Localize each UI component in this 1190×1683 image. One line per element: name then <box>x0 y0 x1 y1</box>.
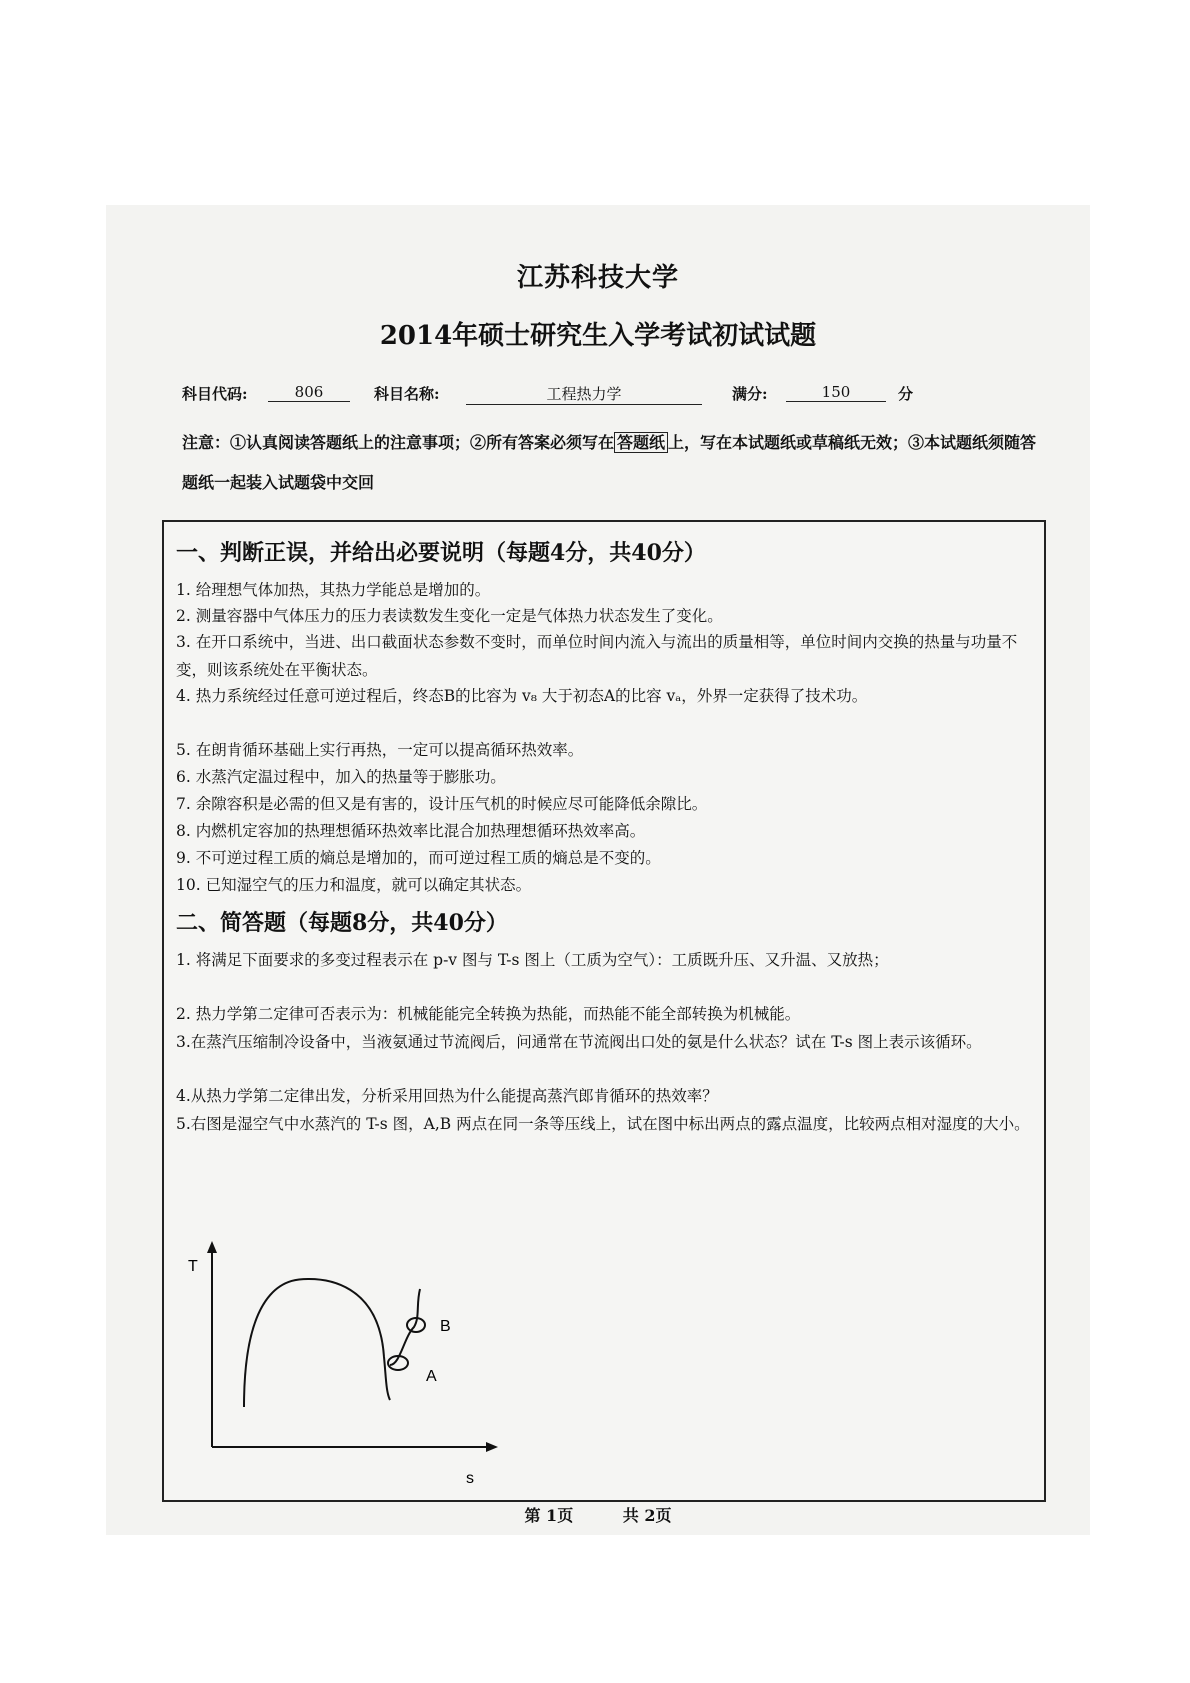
s1-question-9: 9. 不可逆过程工质的熵总是增加的，而可逆过程工质的熵总是不变的。 <box>176 849 661 867</box>
notice-boxed-answer-sheet: 答题纸 <box>614 432 668 453</box>
point-a-label: A <box>426 1368 437 1385</box>
s2-question-4: 4.从热力学第二定律出发，分析采用回热为什么能提高蒸汽郎肯循环的热效率？ <box>176 1087 718 1105</box>
s1-question-2: 2. 测量容器中气体压力的压力表读数发生变化一定是气体热力状态发生了变化。 <box>176 607 723 625</box>
s2-question-3: 3.在蒸汽压缩制冷设备中，当液氨通过节流阀后，问通常在节流阀出口处的氨是什么状态？试在 T-s 图上表示该循环。 <box>176 1033 982 1051</box>
s1-question-5: 5. 在朗肯循环基础上实行再热，一定可以提高循环热效率。 <box>176 741 584 759</box>
full-score-label: 满分: <box>732 385 768 403</box>
s1-question-4: 4. 热力系统经过任意可逆过程后，终态B的比容为 v₈ 大于初态A的比容 vₐ，外界一定获得了技术功。 <box>176 687 868 705</box>
s2-question-1: 1. 将满足下面要求的多变过程表示在 p-v 图与 T-s 图上（工质为空气）：工质既升压、又升温、又放热； <box>176 951 889 969</box>
s1-question-8: 8. 内燃机定容加的热理想循环热效率比混合加热理想循环热效率高。 <box>176 822 646 840</box>
subject-code-label: 科目代码: <box>182 385 248 403</box>
question-box <box>162 520 1046 1502</box>
s1-question-1: 1. 给理想气体加热，其热力学能总是增加的。 <box>176 581 491 599</box>
notice-part1: 注意：①认真阅读答题纸上的注意事项；②所有答案必须写在 <box>182 433 615 452</box>
section1-title: 一、判断正误，并给出必要说明（每题4分，共40分） <box>176 540 706 566</box>
s2-question-5: 5.右图是湿空气中水蒸汽的 T-s 图，A,B 两点在同一条等压线上，试在图中标出两点的露点温度，比较两点相对湿度的大小。 <box>176 1115 1030 1133</box>
s-axis-arrow-icon <box>486 1442 498 1452</box>
full-score-field <box>786 383 886 402</box>
saturation-dome-curve <box>244 1279 390 1407</box>
s1-question-10: 10. 已知湿空气的压力和温度，就可以确定其状态。 <box>176 876 532 894</box>
exam-title: 2014年硕士研究生入学考试初试试题 <box>379 321 817 351</box>
section2-title: 二、简答题（每题8分，共40分） <box>176 910 508 936</box>
exam-page-scan <box>106 205 1090 1535</box>
ts-diagram <box>174 1237 534 1487</box>
s1-question-6: 6. 水蒸汽定温过程中，加入的热量等于膨胀功。 <box>176 768 506 786</box>
point-b-label: B <box>440 1318 451 1335</box>
subject-name-label: 科目名称: <box>374 385 440 403</box>
page-number: 第 1页 <box>524 1506 574 1525</box>
notice-part2: 上，写在本试题纸或草稿纸无效；③本试题纸须随答题纸一起装入试题袋中交回 <box>182 433 1037 492</box>
s1-question-3: 3. 在开口系统中，当进、出口截面状态参数不变时，而单位时间内流入与流出的质量相等，单位时间内交换的热量与功量不变，则该系统处在平衡状态。 <box>176 633 1018 679</box>
full-score-value: 150 <box>786 383 886 402</box>
subject-code-value: 806 <box>268 383 350 402</box>
school-name: 江苏科技大学 <box>516 263 679 293</box>
s1-question-7: 7. 余隙容积是必需的但又是有害的，设计压气机的时候应尽可能降低余隙比。 <box>176 795 708 813</box>
t-axis-label: T <box>188 1258 198 1275</box>
subject-code-field <box>268 383 350 402</box>
subject-name-value: 工程热力学 <box>466 383 702 405</box>
full-score-unit: 分 <box>898 385 914 403</box>
page-total: 共 2页 <box>622 1506 672 1525</box>
subject-name-field <box>466 383 702 405</box>
t-axis-arrow-icon <box>207 1241 217 1253</box>
notice-text <box>182 423 1042 503</box>
isobar-line <box>390 1289 420 1365</box>
page-footer <box>106 1503 1090 1526</box>
s2-question-2: 2. 热力学第二定律可否表示为：机械能能完全转换为热能，而热能不能全部转换为机械能。 <box>176 1005 801 1023</box>
s-axis-label: s <box>466 1470 474 1487</box>
